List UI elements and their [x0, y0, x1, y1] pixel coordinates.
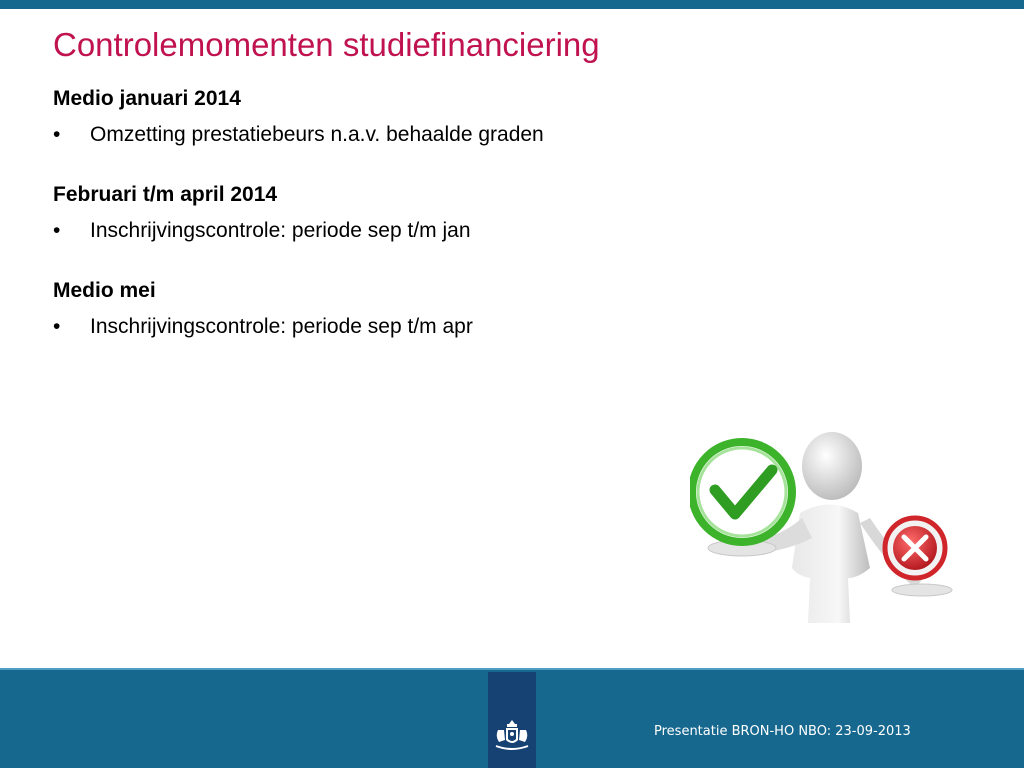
bullet-item	[53, 218, 693, 244]
section-januari	[53, 86, 693, 148]
section-heading: Medio januari 2014	[53, 87, 241, 110]
rijksoverheid-logo-band	[488, 672, 536, 768]
bullet-dot: •	[53, 219, 61, 242]
footer-divider	[0, 668, 1024, 670]
section-mei	[53, 278, 693, 340]
check-icon	[692, 442, 792, 542]
bullet-dot: •	[53, 123, 61, 146]
top-accent-bar	[0, 0, 1024, 9]
cross-icon	[885, 518, 945, 578]
footer-bar	[0, 668, 1024, 768]
illustration-figure	[690, 418, 970, 628]
figure-holding-check-and-cross	[690, 418, 970, 628]
bullet-item	[53, 122, 693, 148]
bullet-text: Inschrijvingscontrole: periode sep t/m jan	[90, 219, 471, 242]
section-heading: Medio mei	[53, 279, 156, 302]
bullet-text: Omzetting prestatiebeurs n.a.v. behaalde graden	[90, 123, 544, 146]
slide-content	[53, 86, 693, 374]
slide-title: Controlemomenten studiefinanciering	[53, 26, 600, 63]
section-februari-april	[53, 182, 693, 244]
bullet-dot: •	[53, 315, 61, 338]
bullet-text: Inschrijvingscontrole: periode sep t/m apr	[90, 315, 473, 338]
bullet-item	[53, 314, 693, 340]
coat-of-arms-icon	[490, 718, 534, 754]
footer-presentation-label: Presentatie BRON-HO NBO: 23-09-2013	[654, 724, 911, 739]
section-heading: Februari t/m april 2014	[53, 183, 278, 206]
